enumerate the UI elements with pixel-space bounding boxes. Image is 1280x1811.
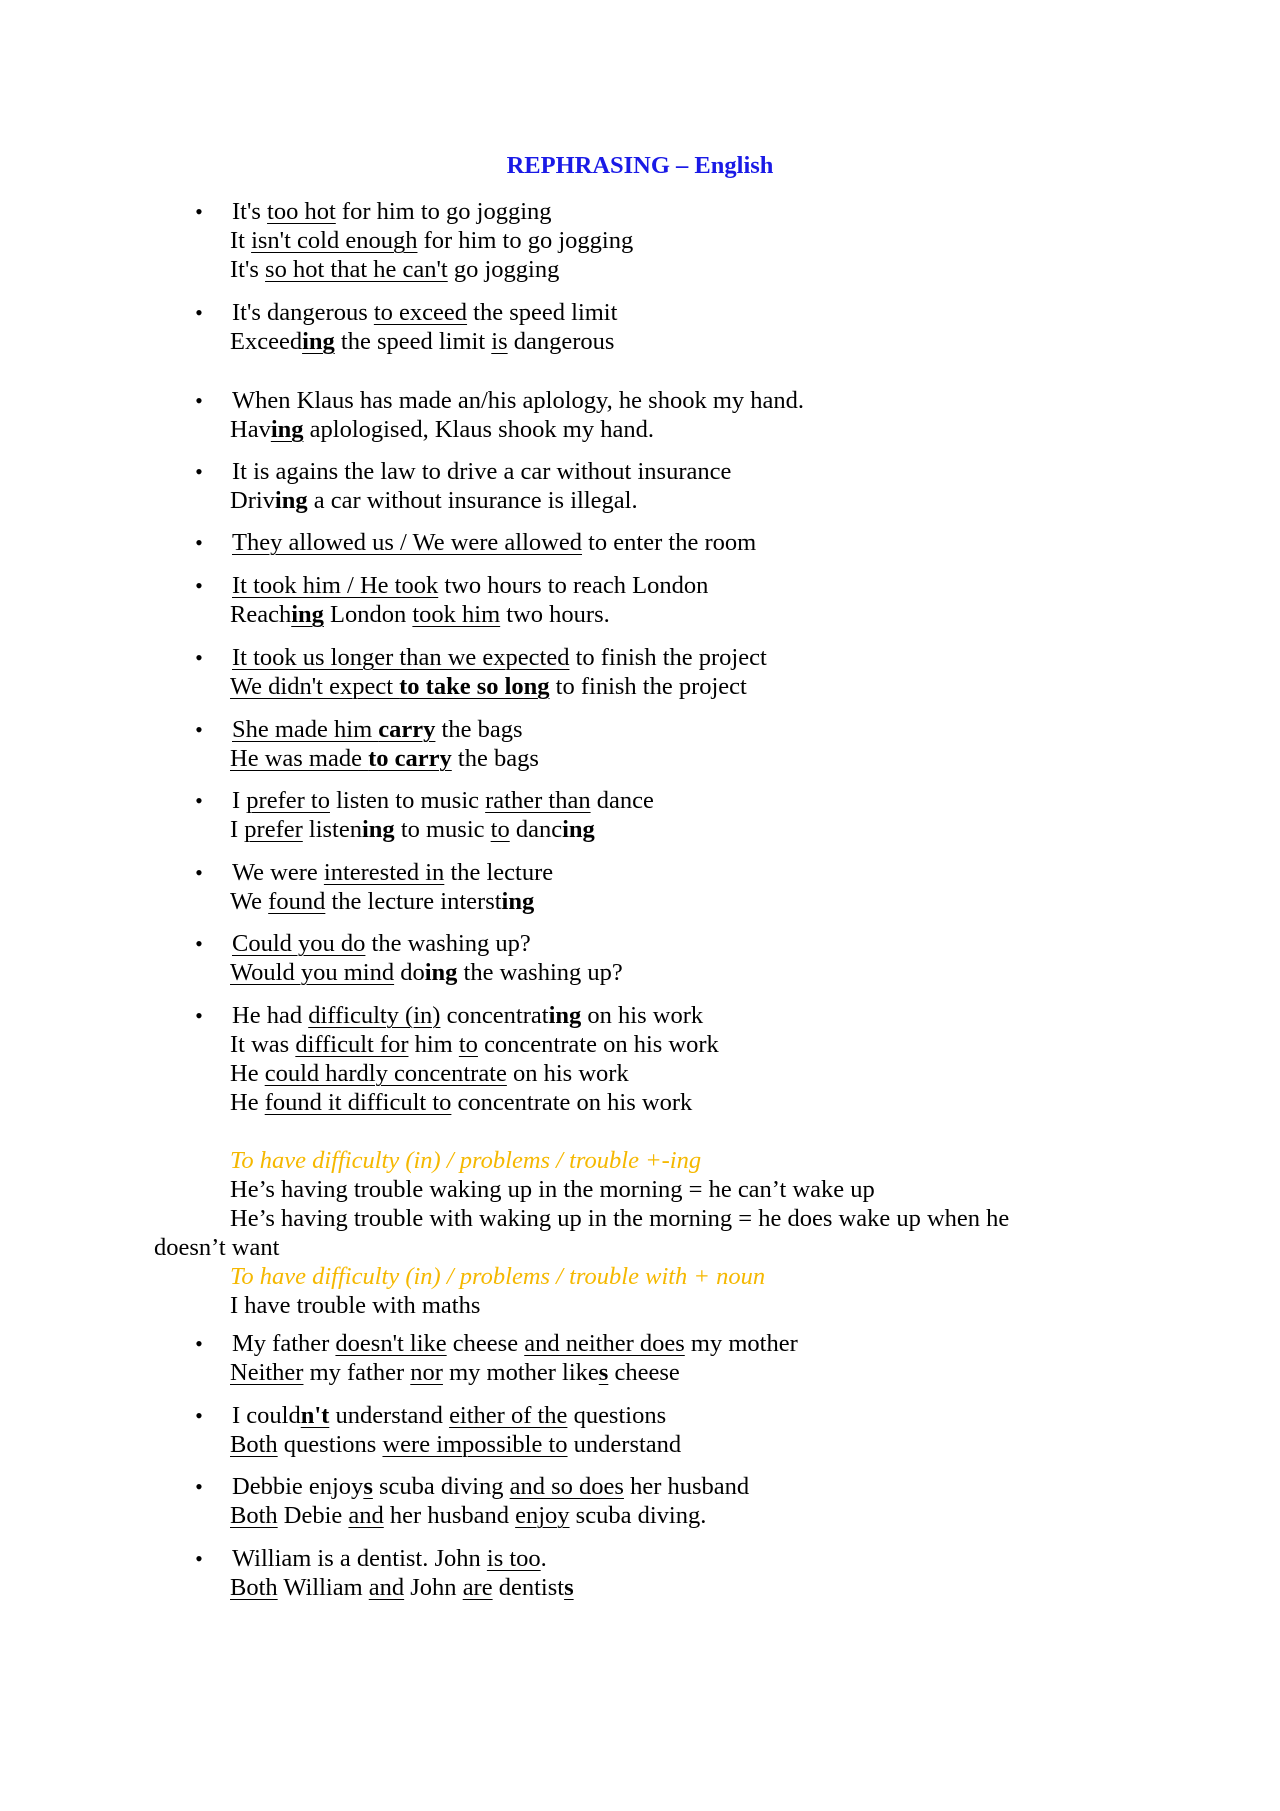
sentence-text: He had xyxy=(232,1002,309,1029)
sentence-text: It's xyxy=(230,256,266,283)
rephrased-sentence xyxy=(0,1501,1280,1530)
sentence-text: William xyxy=(277,1574,369,1601)
emphasized-text: ing xyxy=(562,816,595,843)
bullet-icon: • xyxy=(195,1474,203,1499)
sentence-text: my mother xyxy=(684,1330,798,1357)
sentence-text: the bags xyxy=(435,716,523,743)
emphasized-text: found it difficult to xyxy=(264,1089,452,1116)
emphasized-text: ing xyxy=(424,959,458,986)
emphasized-text: ing xyxy=(548,1002,582,1029)
bullet-icon: • xyxy=(195,645,203,670)
emphasized-text: to carry xyxy=(368,745,452,772)
emphasized-text: She made him xyxy=(232,716,379,743)
sentence-text: the lecture interst xyxy=(325,888,502,915)
sentence-text: He xyxy=(230,1089,265,1116)
sentence-text: my father xyxy=(303,1359,411,1386)
sentence-text: We were xyxy=(232,859,324,886)
sentence-text: scuba diving xyxy=(372,1473,510,1500)
list-item xyxy=(0,298,1280,356)
rephrased-sentence xyxy=(0,887,1280,916)
emphasized-text: s xyxy=(598,1359,609,1386)
emphasized-text: ing xyxy=(501,888,535,915)
grammar-note-noun: To have difficulty (in) / problems / trouble with + noun xyxy=(230,1263,766,1290)
sentence-text: the bags xyxy=(451,745,539,772)
list-item xyxy=(0,197,1280,284)
bullet-icon: • xyxy=(195,199,203,224)
bullet-icon: • xyxy=(195,530,203,555)
sentence-text: concentrat xyxy=(440,1002,549,1029)
emphasized-text: doesn't like xyxy=(335,1330,447,1357)
emphasized-text: to xyxy=(490,816,510,843)
emphasized-text: are xyxy=(462,1574,493,1601)
emphasized-text: Both xyxy=(230,1502,278,1529)
list-item xyxy=(0,1001,1280,1117)
list-item xyxy=(0,571,1280,629)
sentence-text: It is agains the law to drive a car without insurance xyxy=(232,458,732,485)
sentence-text: . xyxy=(540,1545,547,1572)
emphasized-text: and xyxy=(348,1502,384,1529)
example-sentence-continuation: doesn’t want xyxy=(154,1234,280,1261)
bullet-icon: • xyxy=(195,573,203,598)
sentence-text: understand xyxy=(567,1431,682,1458)
emphasized-text: difficulty (in) xyxy=(308,1002,441,1029)
sentence-text: to enter the room xyxy=(582,529,757,556)
rephrased-sentence xyxy=(0,1088,1280,1117)
example-sentence: He’s having trouble waking up in the morning = he can’t wake up xyxy=(230,1176,875,1203)
original-sentence xyxy=(0,1329,1280,1358)
emphasized-text: were impossible to xyxy=(382,1431,568,1458)
rephrased-sentence xyxy=(0,600,1280,629)
rephrased-sentence xyxy=(0,1430,1280,1459)
bullet-icon: • xyxy=(195,717,203,742)
sentence-text: scuba diving. xyxy=(569,1502,707,1529)
emphasized-text: They allowed us / We were allowed xyxy=(232,529,582,556)
page-title: REPHRASING – English xyxy=(506,152,774,179)
emphasized-text: Both xyxy=(230,1574,278,1601)
sentence-text: dance xyxy=(590,787,654,814)
original-sentence xyxy=(0,1544,1280,1573)
emphasized-text: isn't cold enough xyxy=(251,227,418,254)
emphasized-text: found xyxy=(268,888,326,915)
sentence-text: Driv xyxy=(230,487,275,514)
sentence-text: I could xyxy=(232,1402,301,1429)
sentence-text: on his work xyxy=(581,1002,704,1029)
emphasized-text: and so does xyxy=(509,1473,624,1500)
rephrased-sentence xyxy=(0,1573,1280,1602)
sentence-text: dangerous xyxy=(507,328,615,355)
sentence-text: on his work xyxy=(506,1060,629,1087)
original-sentence xyxy=(0,197,1280,226)
notes-section xyxy=(0,1146,1280,1320)
original-sentence xyxy=(0,1401,1280,1430)
sentence-text: Reach xyxy=(230,601,292,628)
sentence-text: understand xyxy=(329,1402,450,1429)
emphasized-text: is too xyxy=(486,1545,541,1572)
sentence-text: for him to go jogging xyxy=(417,227,634,254)
sentence-text: cheese xyxy=(608,1359,680,1386)
emphasized-text: ing xyxy=(274,487,308,514)
sentence-text: listen to music xyxy=(329,787,486,814)
emphasized-text: to take so long xyxy=(399,673,550,700)
original-sentence xyxy=(0,786,1280,815)
original-sentence xyxy=(0,528,1280,557)
emphasized-text: either of the xyxy=(449,1402,568,1429)
sentence-text: I xyxy=(230,816,245,843)
emphasized-text: Neither xyxy=(230,1359,304,1386)
emphasized-text: s xyxy=(363,1473,373,1500)
list-item xyxy=(0,929,1280,987)
emphasized-text: too hot xyxy=(267,198,336,225)
emphasized-text: Could you do xyxy=(232,930,366,957)
sentence-text: him xyxy=(408,1031,459,1058)
sentence-text: for him to go jogging xyxy=(335,198,552,225)
sentence-text: Debbie enjoy xyxy=(232,1473,364,1500)
sentence-text: aplologised, Klaus shook my hand. xyxy=(303,416,654,443)
sentence-text: my mother like xyxy=(442,1359,599,1386)
emphasized-text: Would you mind xyxy=(230,959,395,986)
emphasized-text: enjoy xyxy=(515,1502,570,1529)
rephrased-sentence xyxy=(0,226,1280,255)
list-item xyxy=(0,457,1280,515)
bullet-icon: • xyxy=(195,931,203,956)
original-sentence xyxy=(0,715,1280,744)
sentence-text: London xyxy=(323,601,413,628)
bullet-icon: • xyxy=(195,1546,203,1571)
sentence-text: When Klaus has made an/his aplology, he shook my hand. xyxy=(232,387,805,414)
rephrased-sentence xyxy=(0,486,1280,515)
list-item xyxy=(0,528,1280,557)
sentence-text: concentrate on his work xyxy=(477,1031,719,1058)
emphasized-text: could hardly concentrate xyxy=(264,1060,507,1087)
emphasized-text: ing xyxy=(362,816,395,843)
sentence-text: Exceed xyxy=(230,328,303,355)
emphasized-text: It took us longer than we expected xyxy=(232,644,570,671)
emphasized-text: is xyxy=(491,328,508,355)
sentence-text: to music xyxy=(394,816,491,843)
sentence-text: a car without insurance is illegal. xyxy=(307,487,638,514)
emphasized-text: nor xyxy=(410,1359,443,1386)
emphasized-text: We didn't expect xyxy=(230,673,400,700)
list-item xyxy=(0,643,1280,701)
sentence-text: to finish the project xyxy=(549,673,747,700)
sentence-text: It xyxy=(230,227,252,254)
emphasized-text: so hot that he can't xyxy=(265,256,448,283)
sentence-text: It's dangerous xyxy=(232,299,374,326)
list-item xyxy=(0,858,1280,916)
sentence-text: cheese xyxy=(446,1330,525,1357)
list-item xyxy=(0,1401,1280,1459)
original-sentence xyxy=(0,1472,1280,1501)
sentence-text: go jogging xyxy=(447,256,560,283)
bullet-icon: • xyxy=(195,860,203,885)
sentence-text: It was xyxy=(230,1031,296,1058)
example-sentence: I have trouble with maths xyxy=(230,1292,481,1319)
rephrased-sentence xyxy=(0,327,1280,356)
sentence-text: the lecture xyxy=(444,859,554,886)
emphasized-text: n't xyxy=(300,1402,330,1429)
sentence-text: the washing up? xyxy=(457,959,623,986)
sentence-text: My father xyxy=(232,1330,336,1357)
emphasized-text: difficult for xyxy=(295,1031,409,1058)
rephrased-sentence xyxy=(0,415,1280,444)
sentence-text: questions xyxy=(567,1402,667,1429)
bullet-icon: • xyxy=(195,1003,203,1028)
rephrased-sentence xyxy=(0,1030,1280,1059)
emphasized-text: prefer to xyxy=(246,787,330,814)
sentence-text: concentrate on his work xyxy=(451,1089,693,1116)
emphasized-text: rather than xyxy=(485,787,591,814)
original-sentence xyxy=(0,929,1280,958)
rephrased-sentence xyxy=(0,672,1280,701)
sentence-text: two hours to reach London xyxy=(438,572,709,599)
sentence-text: John xyxy=(404,1574,463,1601)
emphasized-text: He was made xyxy=(230,745,369,772)
list-item xyxy=(0,1329,1280,1387)
emphasized-text: ing xyxy=(270,416,304,443)
rephrased-sentence xyxy=(0,1059,1280,1088)
rephrased-sentence xyxy=(0,744,1280,773)
rephrased-sentence xyxy=(0,255,1280,284)
original-sentence xyxy=(0,643,1280,672)
sentence-text: listen xyxy=(302,816,362,843)
sentence-text: her husband xyxy=(383,1502,516,1529)
original-sentence xyxy=(0,1001,1280,1030)
bullet-icon: • xyxy=(195,1403,203,1428)
emphasized-text: s xyxy=(564,1574,574,1601)
sentence-text: danc xyxy=(509,816,563,843)
bullet-icon: • xyxy=(195,300,203,325)
emphasized-text: prefer xyxy=(244,816,303,843)
sentence-text: It's xyxy=(232,198,268,225)
emphasized-text: ing xyxy=(291,601,324,628)
sentence-text: the washing up? xyxy=(365,930,531,957)
original-sentence xyxy=(0,571,1280,600)
emphasized-text: to exceed xyxy=(373,299,468,326)
sentence-text: to finish the project xyxy=(569,644,767,671)
emphasized-text: It took him / He took xyxy=(232,572,439,599)
sentence-text: dentist xyxy=(492,1574,565,1601)
rephrased-sentence xyxy=(0,815,1280,844)
sentence-text: I xyxy=(232,787,247,814)
original-sentence xyxy=(0,386,1280,415)
grammar-note-ing: To have difficulty (in) / problems / trouble +-ing xyxy=(230,1147,702,1174)
emphasized-text: took him xyxy=(412,601,501,628)
sentence-text: We xyxy=(230,888,269,915)
sentence-text: the speed limit xyxy=(467,299,618,326)
list-item xyxy=(0,786,1280,844)
bullet-icon: • xyxy=(195,788,203,813)
sentence-text: William is a dentist. John xyxy=(232,1545,487,1572)
sentence-text: the speed limit xyxy=(334,328,492,355)
sentence-text: her husband xyxy=(623,1473,750,1500)
list-item xyxy=(0,386,1280,444)
original-sentence xyxy=(0,298,1280,327)
original-sentence xyxy=(0,457,1280,486)
original-sentence xyxy=(0,858,1280,887)
rephrased-sentence xyxy=(0,1358,1280,1387)
sentence-text: questions xyxy=(277,1431,383,1458)
sentence-text: He xyxy=(230,1060,265,1087)
emphasized-text: Both xyxy=(230,1431,278,1458)
sentence-text: Debie xyxy=(277,1502,349,1529)
rephrased-sentence xyxy=(0,958,1280,987)
emphasized-text: and neither does xyxy=(524,1330,685,1357)
bullet-icon: • xyxy=(195,1331,203,1356)
emphasized-text: to xyxy=(458,1031,478,1058)
emphasized-text: carry xyxy=(378,716,436,743)
emphasized-text: and xyxy=(368,1574,405,1601)
sentence-text: two hours. xyxy=(500,601,610,628)
list-item xyxy=(0,715,1280,773)
bullet-icon: • xyxy=(195,388,203,413)
emphasized-text: interested in xyxy=(323,859,445,886)
example-sentence: He’s having trouble with waking up in the morning = he does wake up when he xyxy=(230,1205,1010,1232)
sentence-text: Hav xyxy=(230,416,271,443)
emphasized-text: ing xyxy=(302,328,335,355)
list-item xyxy=(0,1472,1280,1530)
bullet-icon: • xyxy=(195,459,203,484)
list-item xyxy=(0,1544,1280,1602)
sentence-text: do xyxy=(394,959,425,986)
